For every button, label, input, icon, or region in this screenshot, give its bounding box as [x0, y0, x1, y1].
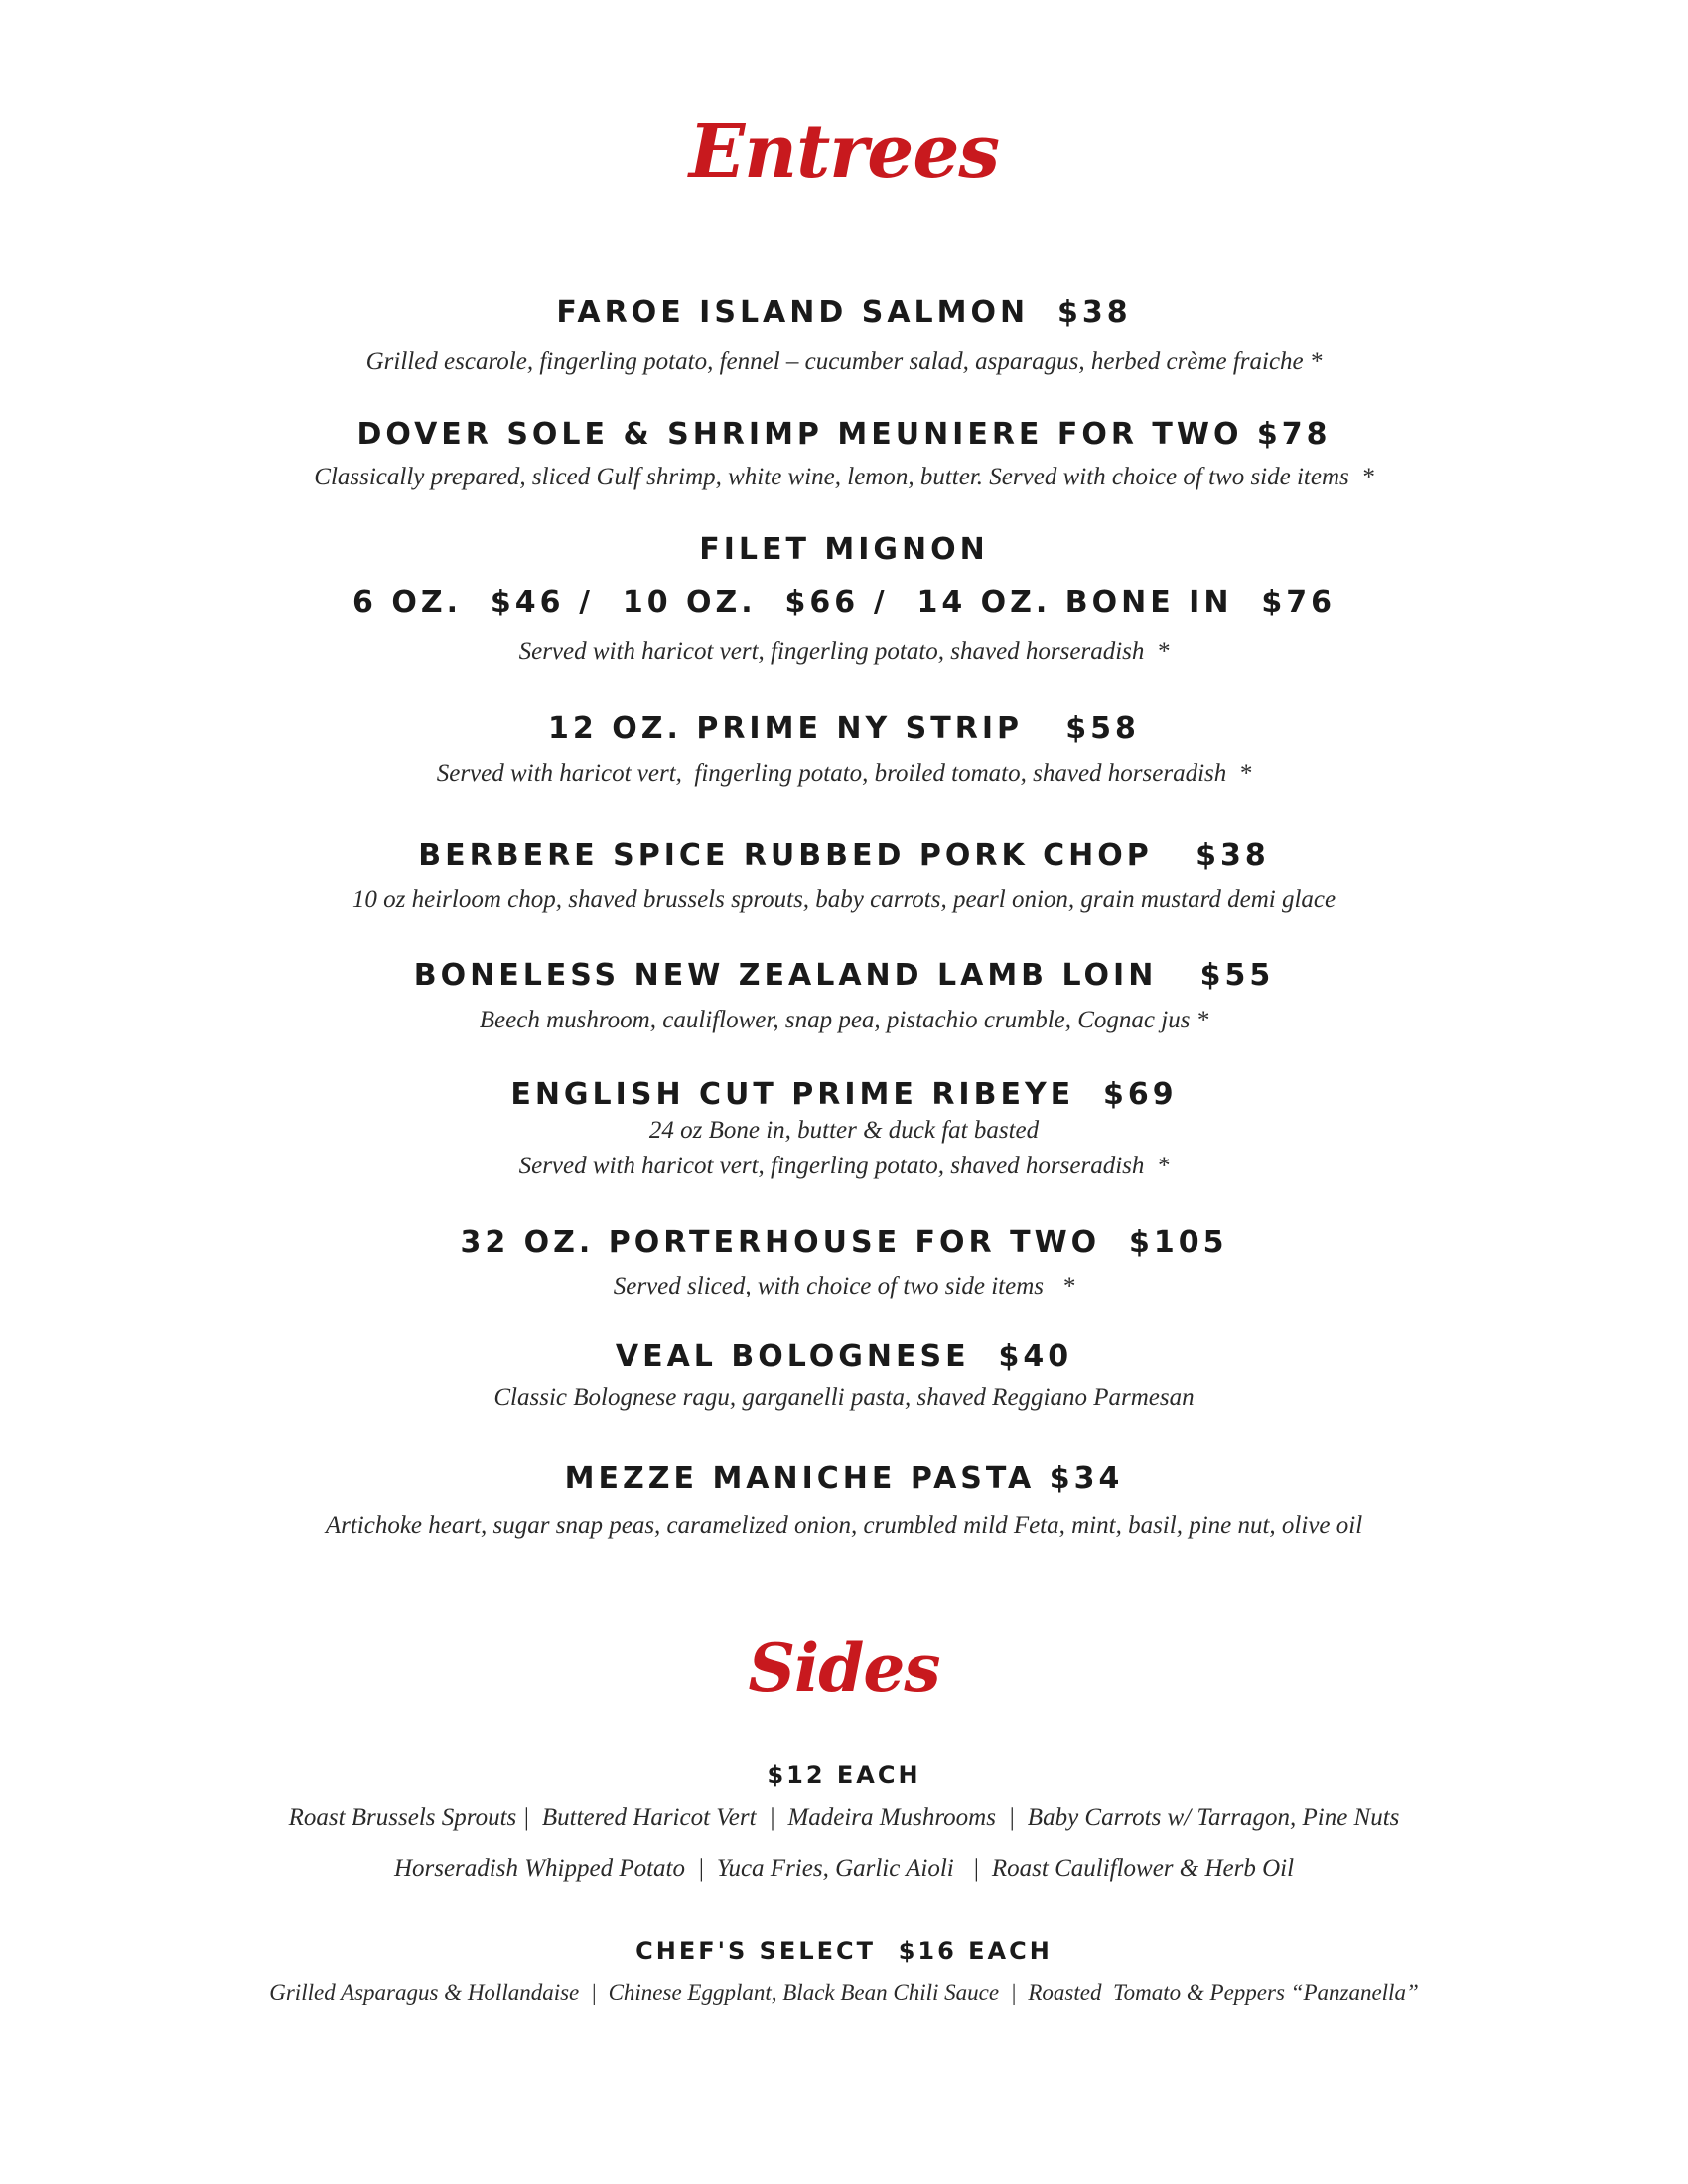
dish-desc-salmon: Grilled escarole, fingerling potato, fennel – cucumber salad, asparagus, herbed crème fraiche *	[365, 348, 1323, 375]
dish-name-veal-bolognese: VEAL BOLOGNESE $40	[615, 1339, 1073, 1374]
dish-desc-ribeye-serving: Served with haricot vert, fingerling potato, shaved horseradish *	[518, 1153, 1170, 1179]
entrees-title: Entrees	[688, 109, 1000, 195]
dish-desc-ny-strip: Served with haricot vert, fingerling potato, broiled tomato, shaved horseradish *	[436, 760, 1252, 787]
dish-desc-lamb-loin: Beech mushroom, cauliflower, snap pea, pistachio crumble, Cognac jus *	[479, 1007, 1209, 1033]
dish-desc-pork-chop: 10 oz heirloom chop, shaved brussels sprouts, baby carrots, pearl onion, grain mustard demi glace	[352, 887, 1336, 913]
dish-desc-dover-sole: Classically prepared, sliced Gulf shrimp, white wine, lemon, butter. Served with choice of two side items *	[314, 464, 1374, 490]
sides-list-line-2: Horseradish Whipped Potato | Yuca Fries, Garlic Aioli | Roast Cauliflower & Herb Oil	[393, 1855, 1295, 1882]
dish-sizes-filet-mignon: 6 OZ. $46 / 10 OZ. $66 / 14 OZ. BONE IN $76	[352, 585, 1336, 619]
dish-name-porterhouse: 32 OZ. PORTERHOUSE FOR TWO $105	[460, 1225, 1228, 1260]
dish-desc-mezze-maniche: Artichoke heart, sugar snap peas, caramelized onion, crumbled mild Feta, mint, basil, pine nut, olive oil	[325, 1512, 1363, 1539]
dish-desc-filet-mignon: Served with haricot vert, fingerling potato, shaved horseradish *	[518, 638, 1170, 665]
dish-name-lamb-loin: BONELESS NEW ZEALAND LAMB LOIN $55	[413, 958, 1275, 993]
dish-desc-ribeye: 24 oz Bone in, butter & duck fat basted	[648, 1117, 1040, 1144]
dish-name-dover-sole: DOVER SOLE & SHRIMP MEUNIERE FOR TWO $78	[356, 417, 1332, 452]
dish-name-ribeye: ENGLISH CUT PRIME RIBEYE $69	[510, 1077, 1178, 1112]
dish-name-salmon: FAROE ISLAND SALMON $38	[556, 295, 1132, 330]
dish-desc-porterhouse: Served sliced, with choice of two side items *	[613, 1273, 1075, 1299]
dish-name-pork-chop: BERBERE SPICE RUBBED PORK CHOP $38	[418, 838, 1270, 873]
sides-list-line-1: Roast Brussels Sprouts | Buttered Haricot Vert | Madeira Mushrooms | Baby Carrots w/ Tarragon, Pine Nuts	[288, 1804, 1400, 1831]
chefs-select-heading: CHEF'S SELECT $16 EACH	[635, 1937, 1053, 1965]
sides-title: Sides	[748, 1629, 940, 1706]
dish-desc-veal-bolognese: Classic Bolognese ragu, garganelli pasta, shaved Reggiano Parmesan	[493, 1384, 1195, 1411]
dish-name-ny-strip: 12 OZ. PRIME NY STRIP $58	[548, 711, 1140, 746]
dish-name-filet-mignon: FILET MIGNON	[699, 532, 989, 567]
sides-price-heading: $12 EACH	[767, 1761, 921, 1789]
dish-name-mezze-maniche: MEZZE MANICHE PASTA $34	[564, 1461, 1124, 1496]
chefs-select-list: Grilled Asparagus & Hollandaise | Chinese Eggplant, Black Bean Chili Sauce | Roasted Tomato & Peppers “Panzanella”	[269, 1980, 1419, 2005]
